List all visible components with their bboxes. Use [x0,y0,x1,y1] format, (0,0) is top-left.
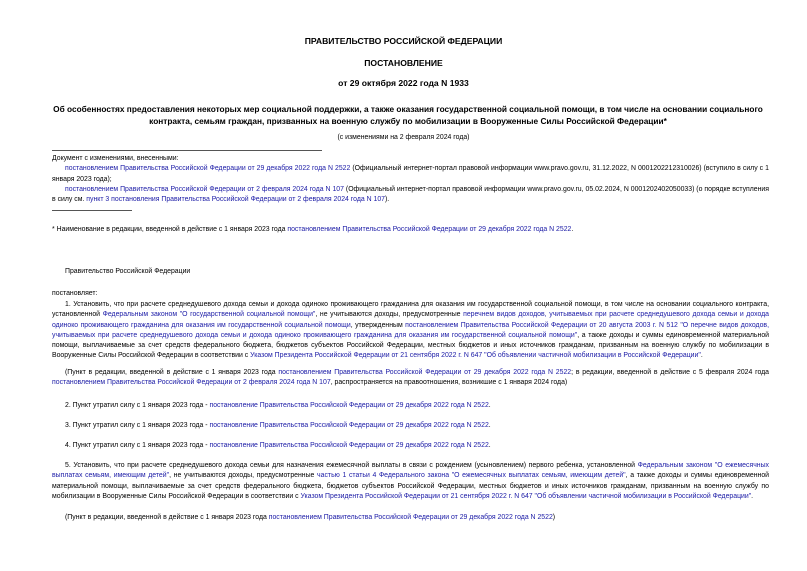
footnote-divider [52,210,132,211]
law-link-social-help[interactable]: Федеральным законом "О государственной социальной помощи" [102,311,316,319]
paragraph-5: 5. Установить, что при расчете среднедушевого дохода семьи для назначения ежемесячной выплаты в связи с рождением (усыновлением) первого ребенка, установленной Федеральным законом "О ежемесячных выплатах семьям, имеющим детей", не учитываются доходы, предусмотренные частью 1 статьи 4 Федерального закона "О ежемесячных выплатах семьям, имеющим детей", а также доходы и суммы единовременной материальной помощи, выплачиваемые за счет средств федерального бюджета, бюджетов субъектов Российской Федерации, местных бюджетов и иных источников гражданам, призванным на военную службу по мобилизации в Вооруженные Силы Российской Федерации в соответствии с Указом Президента Российской Федерации от 21 сентября 2022 г. N 647 "Об объявлении частичной мобилизации в Российской Федерации". [52,462,769,500]
paragraph-3: 3. Пункт утратил силу с 1 января 2023 года - постановление Правительства Российской Федерации от 29 декабря 2022 года N 2522. [65,422,491,429]
doc-date-number: от 29 октября 2022 года N 1933 [338,78,469,88]
divider [52,150,322,151]
footnote: * Наименование в редакции, введенной в действие с 1 января 2023 года постановлением Правительства Российской Федерации от 29 декабря 2022 года N 2522. [52,226,574,233]
paragraph-1: 1. Установить, что при расчете среднедушевого дохода семьи и дохода одиноко проживающего гражданина для оказания им государственной социальной помощи, в том числе на основании социального контракта, установленной Федеральным законом "О государственной социальной помощи", не учитываются доходы, предусмотренные перечнем видов доходов, учитываемых при расчете среднедушевого дохода семьи и дохода одиноко проживающего гражданина для оказания им государственной социальной помощи, утвержденным постановлением Правительства Российской Федерации от 20 августа 2003 г. N 512 "О перечне видов доходов, учитываемых при расчете среднедушевого дохода семьи и дохода одиноко проживающего гражданина для оказания им государственной социальной помощи", а также доходы и суммы единовременной материальной помощи, выплачиваемые за счет средств федерального бюджета, бюджетов субъектов Российской Федерации, местных бюджетов и иных источников гражданам, призванным на военную службу по мобилизации в Вооруженные Силы Российской Федерации в соответствии с Указом Президента Российской Федерации от 21 сентября 2022 г. N 647 "Об объявлении частичной мобилизации в Российской Федерации". [52,301,769,360]
doc-type: ПОСТАНОВЛЕНИЕ [364,58,443,68]
p3-link-2522[interactable]: постановление Правительства Российской Федерации от 29 декабря 2022 года N 2522 [209,422,489,429]
note-1-link-2522[interactable]: постановлением Правительства Российской Федерации от 29 декабря 2022 года N 2522 [278,369,572,376]
p2-link-2522[interactable]: постановление Правительства Российской Федерации от 29 декабря 2022 года N 2522 [209,402,489,409]
p4-link-2522[interactable]: постановление Правительства Российской Федерации от 29 декабря 2022 года N 2522 [209,442,489,449]
decree-647-link[interactable]: Указом Президента Российской Федерации от 21 сентября 2022 г. N 647 "Об объявлении частичной мобилизации в Российской Федерации" [250,352,701,360]
paragraph-2: 2. Пункт утратил силу с 1 января 2023 года - постановление Правительства Российской Федерации от 29 декабря 2022 года N 2522. [65,402,491,409]
decree-647-link-2[interactable]: Указом Президента Российской Федерации от 21 сентября 2022 г. N 647 "Об объявлении частичной мобилизации в Российской Федерации" [300,492,752,500]
amendment-item-2: постановлением Правительства Российской Федерации от 2 февраля 2024 года N 107 (Официальный интернет-портал правовой информации www.pravo.gov.ru, 05.02.2024, N 0001202402050033) (о порядке вступления в силу см. пункт 3 постановления Правительства Российской Федерации от 2 февраля 2024 года N 107). [52,185,769,204]
footnote-link[interactable]: постановлением Правительства Российской Федерации от 29 декабря 2022 года N 2522 [287,226,572,233]
amendments-intro: Документ с изменениями, внесенными: [52,155,179,162]
note-5: (Пункт в редакции, введенной в действие с 1 января 2023 года постановлением Правительства Российской Федерации от 29 декабря 2022 года N 2522) [65,514,556,521]
law-article-4-link[interactable]: частью 1 статьи 4 Федерального закона "О ежемесячных выплатах семьям, имеющим детей" [317,472,626,480]
note-1-link-107[interactable]: постановлением Правительства Российской Федерации от 2 февраля 2024 года N 107 [52,379,331,387]
amendment-item-1: постановлением Правительства Российской Федерации от 29 декабря 2022 года N 2522 (Официальный интернет-портал правовой информации www.pravo.gov.ru, 31.12.2022, N 0001202212310026) (вступило в силу с 1 января 2023 года); [52,165,770,183]
resolution-512-link[interactable]: постановлением Правительства Российской Федерации от 20 августа 2003 г. N 512 "О перечне видов доходов, учитываемых при расчете среднедушевого дохода семьи и дохода одиноко проживающего гражданина для оказания им государственной социальной помощи" [52,321,769,339]
amendment-link-107[interactable]: постановлением Правительства Российской Федерации от 2 февраля 2024 года N 107 [65,185,344,193]
note-1: (Пункт в редакции, введенной в действие с 1 января 2023 года постановлением Правительства Российской Федерации от 29 декабря 2022 года N 2522; в редакции, введенной в действие с 5 февраля 2024 года постановлением Правительства Российской Федерации от 2 февраля 2024 года N 107, распространяется на правоотношения, возникшие с 1 января 2024 года) [52,369,769,387]
amendment-link-107-p3[interactable]: пункт 3 постановления Правительства Российской Федерации от 2 февраля 2024 года N 107 [86,196,385,204]
gov-line: Правительство Российской Федерации [65,268,191,275]
resolves-line: постановляет: [52,290,98,297]
income-list-link[interactable]: перечнем видов доходов, учитываемых при расчете среднедушевого дохода семьи и дохода одиноко проживающего гражданина для оказания им государственной социальной помощи [52,311,769,329]
law-link-monthly-payments[interactable]: Федеральным законом "О ежемесячных выплатах семьям, имеющим детей" [52,462,769,480]
amendment-link-2522[interactable]: постановлением Правительства Российской Федерации от 29 декабря 2022 года N 2522 [65,165,351,173]
amendments-block [52,154,769,205]
org-name: ПРАВИТЕЛЬСТВО РОССИЙСКОЙ ФЕДЕРАЦИИ [304,36,503,46]
paragraph-4: 4. Пункт утратил силу с 1 января 2023 года - постановление Правительства Российской Федерации от 29 декабря 2022 года N 2522. [65,442,491,449]
doc-title: Об особенностях предоставления некоторых мер социальной поддержки, а также оказания государственной социальной помощи, в том числе на основании социального контракта, семьям граждан, призванных на военную службу по мобилизации в Вооруженные Силы Российской Федерации* [53,104,763,126]
changes-note: (с изменениями на 2 февраля 2024 года) [337,134,470,141]
note-5-link-2522[interactable]: постановлением Правительства Российской Федерации от 29 декабря 2022 года N 2522 [268,514,553,521]
